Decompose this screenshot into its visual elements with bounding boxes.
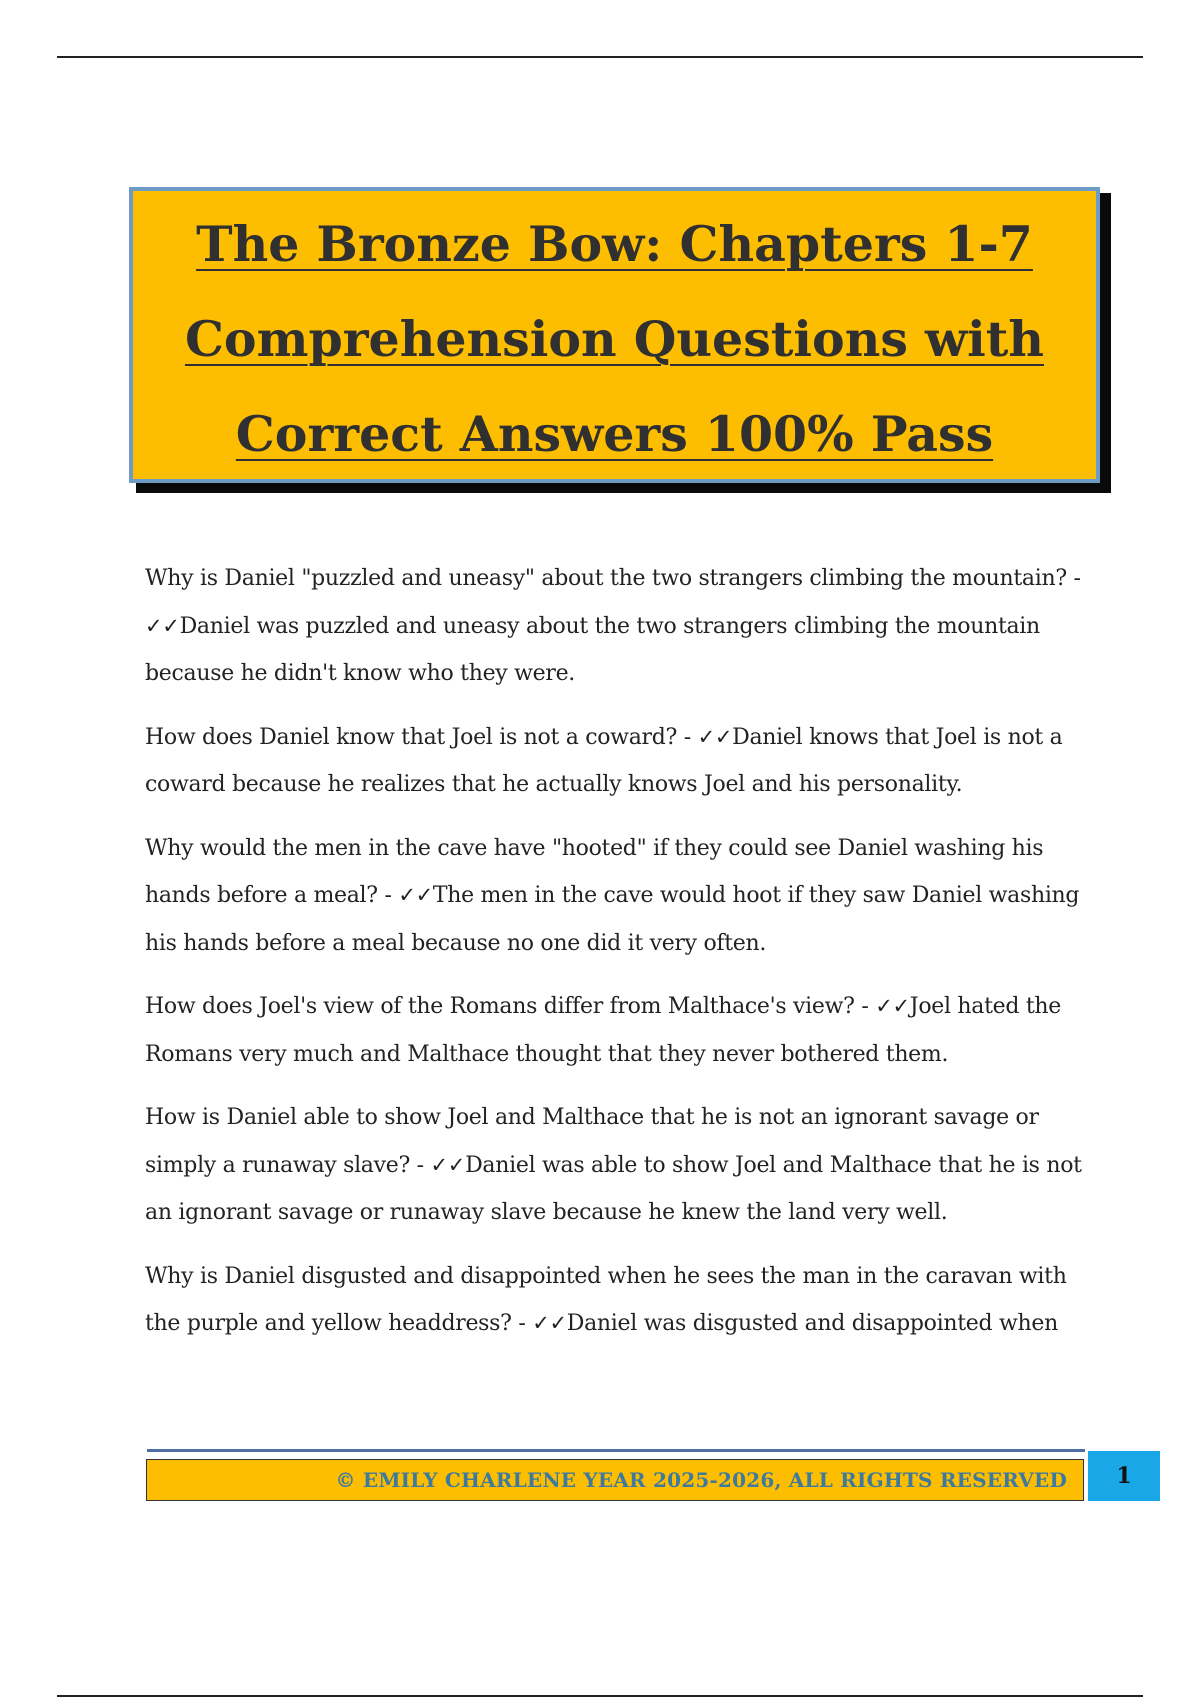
title-line-2-text: Comprehension Questions with xyxy=(184,310,1045,368)
answer-1: Daniel was puzzled and uneasy about the two strangers climbing the mountain because he didn't know who they were. xyxy=(145,613,1040,686)
title-line-1 xyxy=(133,197,1096,292)
answer-6: Daniel was disgusted and disappointed when xyxy=(566,1311,1058,1336)
question-1: Why is Daniel "puzzled and uneasy" about the two strangers climbing the mountain? - xyxy=(145,566,1081,591)
question-3: Why would the men in the cave have "hooted" if they could see Daniel washing his hands before a meal? - xyxy=(145,835,1044,908)
qa-list xyxy=(145,555,1085,1364)
double-check-icon: ✓✓ xyxy=(697,724,733,749)
footer-bar xyxy=(146,1459,1084,1501)
double-check-icon: ✓✓ xyxy=(430,1152,466,1177)
qa-item-1 xyxy=(145,555,1085,698)
question-2: How does Daniel know that Joel is not a coward? - xyxy=(145,724,691,750)
answer-5: Daniel was able to show Joel and Malthace that he is not an ignorant savage or runaway slave because he knew the land very well. xyxy=(145,1152,1082,1225)
top-rule xyxy=(57,56,1143,58)
title-line-3 xyxy=(133,387,1096,482)
qa-item-3 xyxy=(145,825,1085,968)
double-check-icon: ✓✓ xyxy=(398,883,433,907)
question-5: How is Daniel able to show Joel and Malthace that he is not an ignorant savage or simply a runaway slave? - xyxy=(145,1105,1039,1178)
footer-rule xyxy=(147,1449,1085,1452)
double-check-icon: ✓✓ xyxy=(145,613,180,638)
copyright-text: © EMILY CHARLENE YEAR 2025-2026, ALL RIGHTS RESERVED xyxy=(335,1468,1067,1492)
answer-4: Joel hated the Romans very much and Malthace thought that they never bothered them. xyxy=(145,994,1061,1067)
double-check-icon: ✓✓ xyxy=(875,994,910,1018)
title-box xyxy=(129,187,1100,483)
qa-item-2 xyxy=(145,714,1085,809)
qa-item-4 xyxy=(145,983,1085,1078)
title-line-3-text: Correct Answers 100% Pass xyxy=(235,405,994,463)
question-4: How does Joel's view of the Romans differ from Malthace's view? - xyxy=(145,994,869,1019)
title-line-1-text: The Bronze Bow: Chapters 1-7 xyxy=(196,215,1033,273)
question-6: Why is Daniel disgusted and disappointed when he sees the man in the caravan with the purple and yellow headdress? - xyxy=(145,1263,1067,1336)
qa-item-6 xyxy=(145,1253,1085,1348)
qa-item-5 xyxy=(145,1094,1085,1237)
answer-3: The men in the cave would hoot if they saw Daniel washing his hands before a meal because no one did it very often. xyxy=(145,883,1080,956)
double-check-icon: ✓✓ xyxy=(532,1311,567,1335)
answer-2: Daniel knows that Joel is not a coward because he realizes that he actually knows Joel and his personality. xyxy=(145,724,1063,797)
bottom-rule xyxy=(57,1695,1143,1697)
page-number: 1 xyxy=(1088,1451,1160,1501)
title-line-2 xyxy=(133,292,1096,387)
